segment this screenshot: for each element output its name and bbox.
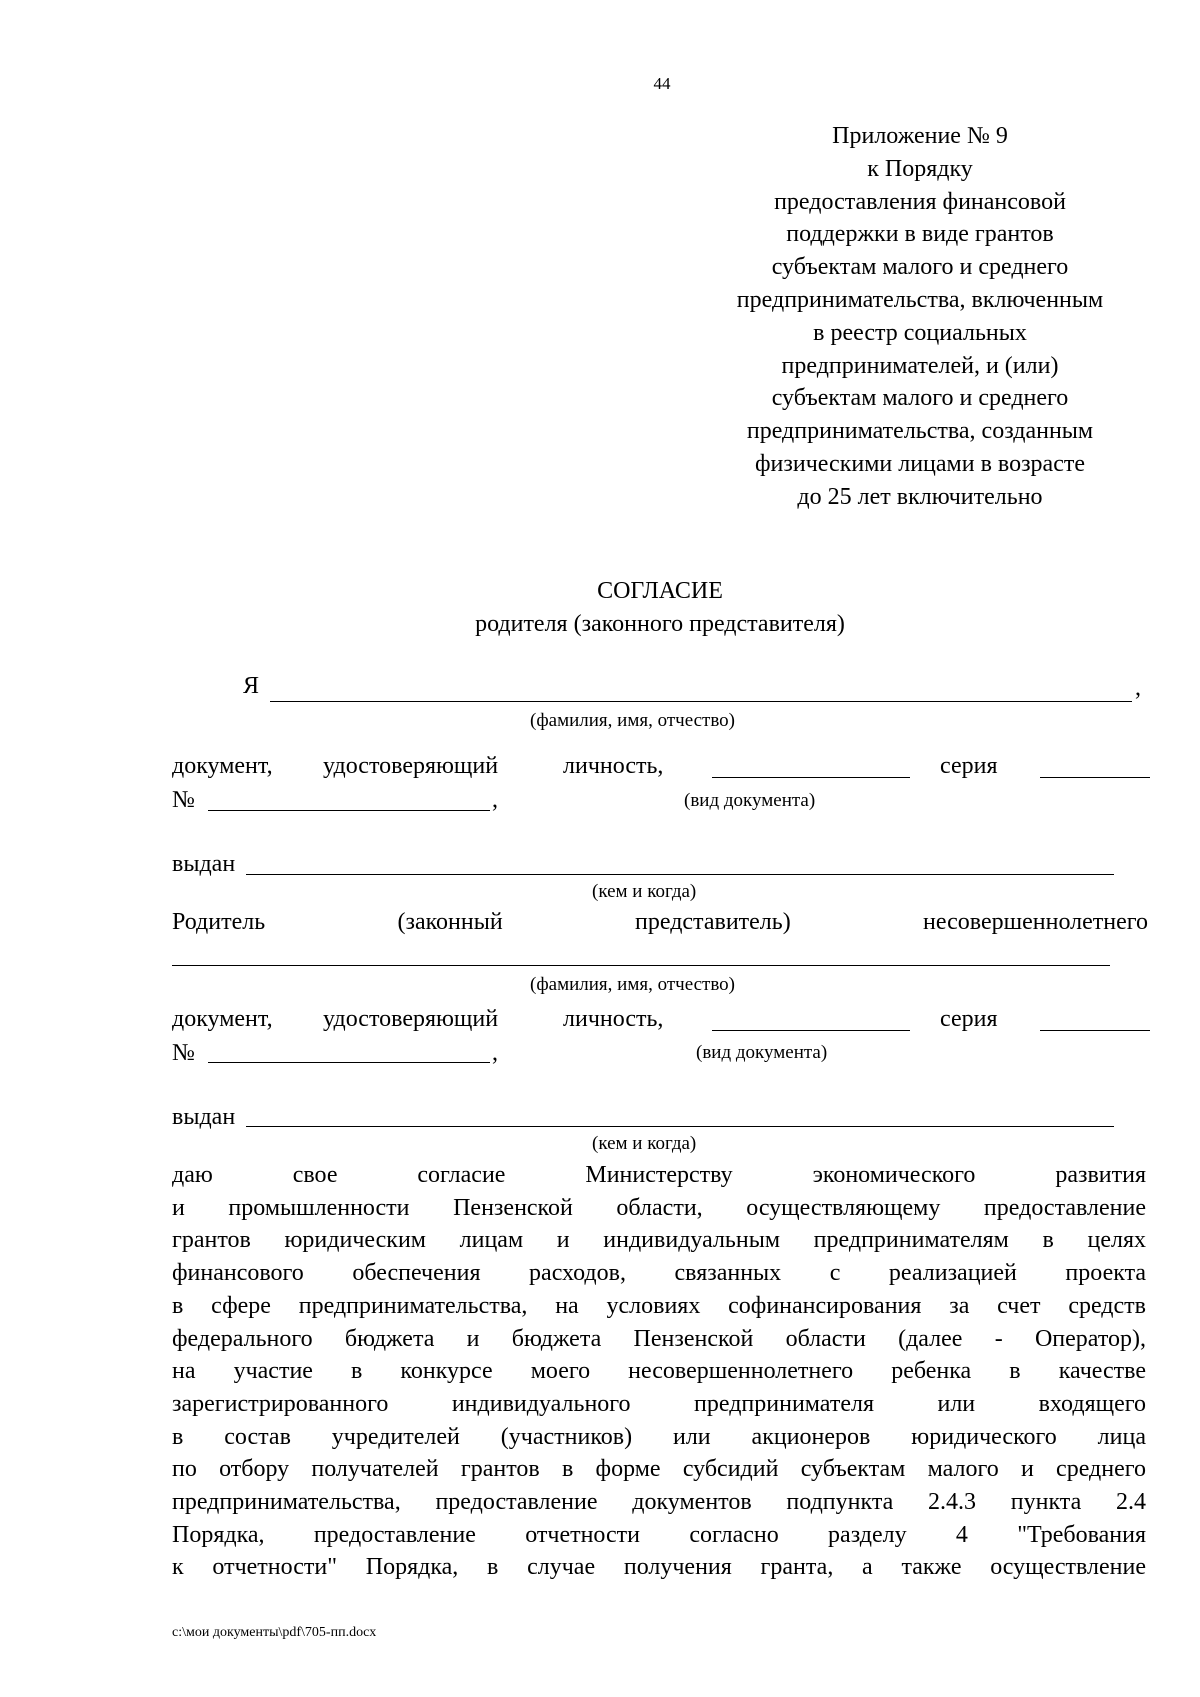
paragraph-line: зарегистрированного индивидуального предпринимателя или входящего [172, 1390, 1146, 1417]
issued-label: выдан [172, 851, 236, 877]
doc-number-field-line[interactable] [208, 810, 490, 811]
comma: , [492, 1040, 498, 1066]
paragraph-line: к отчетности" Порядка, в случае получения гранта, а также осуществление [172, 1554, 1146, 1581]
number-sign: № [172, 1040, 195, 1066]
doc-number-field-line[interactable] [208, 1062, 490, 1063]
paragraph-line: предпринимательства, предоставление документов подпункта 2.4.3 пункта 2.4 [172, 1489, 1146, 1516]
doc-word: личность, [563, 1006, 664, 1032]
doc-type-field-line[interactable] [712, 1030, 910, 1031]
paragraph-line: грантов юридическим лицам и индивидуальным предпринимателям в целях [172, 1227, 1146, 1254]
appendix-line: предоставления финансовой [774, 188, 1066, 215]
issued-field-line[interactable] [246, 874, 1114, 875]
appendix-line: субъектам малого и среднего [771, 385, 1069, 412]
appendix-line: предпринимательства, созданным [746, 418, 1094, 445]
document-title: СОГЛАСИЕ [597, 578, 723, 604]
appendix-line: к Порядку [867, 155, 973, 182]
appendix-line: Приложение № 9 [832, 123, 1008, 149]
series-label: серия [940, 1006, 998, 1032]
minor-name-field-line[interactable] [172, 965, 1110, 966]
issued-caption: (кем и когда) [592, 881, 697, 902]
appendix-line: предпринимательства, включенным [736, 286, 1104, 313]
series-label: серия [940, 753, 998, 779]
series-field-line[interactable] [1040, 1030, 1150, 1031]
appendix-line: поддержки в виде грантов [786, 221, 1054, 248]
number-sign: № [172, 787, 195, 813]
appendix-line: в реестр социальных [813, 319, 1027, 346]
parent-word: Родитель [172, 909, 266, 935]
appendix-line: физическими лицами в возрасте [755, 450, 1085, 477]
doc-label: документ, [172, 1006, 273, 1032]
parent-word: несовершеннолетнего [923, 909, 1148, 935]
issued-label: выдан [172, 1104, 236, 1130]
paragraph-line: в состав учредителей (участников) или акционеров юридического лица [172, 1423, 1146, 1450]
comma: , [492, 787, 498, 813]
paragraph-line: в сфере предпринимательства, на условиях софинансирования за счет средств [172, 1292, 1146, 1319]
doc-word: удостоверяющий [323, 1006, 499, 1032]
paragraph-line: финансового обеспечения расходов, связанных с реализацией проекта [172, 1260, 1146, 1287]
parent-word: представитель) [635, 909, 791, 935]
doc-type-field-line[interactable] [712, 777, 910, 778]
page-number: 44 [653, 74, 671, 93]
parent-word: (законный [397, 909, 503, 935]
paragraph-line: Порядка, предоставление отчетности согласно разделу 4 "Требования [172, 1521, 1146, 1548]
ya-label: Я [243, 673, 260, 699]
appendix-line: предпринимателей, и (или) [781, 352, 1059, 379]
doc-type-caption: (вид документа) [684, 790, 816, 811]
fio-caption: (фамилия, имя, отчество) [530, 710, 736, 731]
consent-paragraph [172, 1159, 1146, 1584]
issued-caption: (кем и когда) [592, 1133, 697, 1154]
document-subtitle: родителя (законного представителя) [475, 611, 845, 637]
appendix-header [690, 120, 1150, 514]
doc-label: документ, [172, 753, 273, 779]
paragraph-line: даю свое согласие Министерству экономического развития [172, 1162, 1146, 1188]
paragraph-line: и промышленности Пензенской области, осуществляющему предоставление [172, 1194, 1146, 1221]
paragraph-line: по отбору получателей грантов в форме субсидий субъектам малого и среднего [172, 1456, 1146, 1483]
doc-word: личность, [563, 753, 664, 779]
parent-row [172, 908, 1148, 936]
paragraph-line: на участие в конкурсе моего несовершеннолетнего ребенка в качестве [172, 1358, 1146, 1385]
parent-name-field-line[interactable] [270, 701, 1132, 702]
issued-field-line[interactable] [246, 1126, 1114, 1127]
fio-caption: (фамилия, имя, отчество) [530, 974, 736, 995]
appendix-line: до 25 лет включительно [797, 483, 1043, 510]
comma: , [1135, 675, 1141, 701]
series-field-line[interactable] [1040, 777, 1150, 778]
doc-type-caption: (вид документа) [696, 1042, 828, 1063]
doc-word: удостоверяющий [323, 753, 499, 779]
footer-file-path: c:\мои документы\pdf\705-пп.docx [172, 1625, 377, 1640]
paragraph-line: федерального бюджета и бюджета Пензенской области (далее - Оператор), [172, 1325, 1146, 1352]
appendix-line: субъектам малого и среднего [771, 254, 1069, 281]
